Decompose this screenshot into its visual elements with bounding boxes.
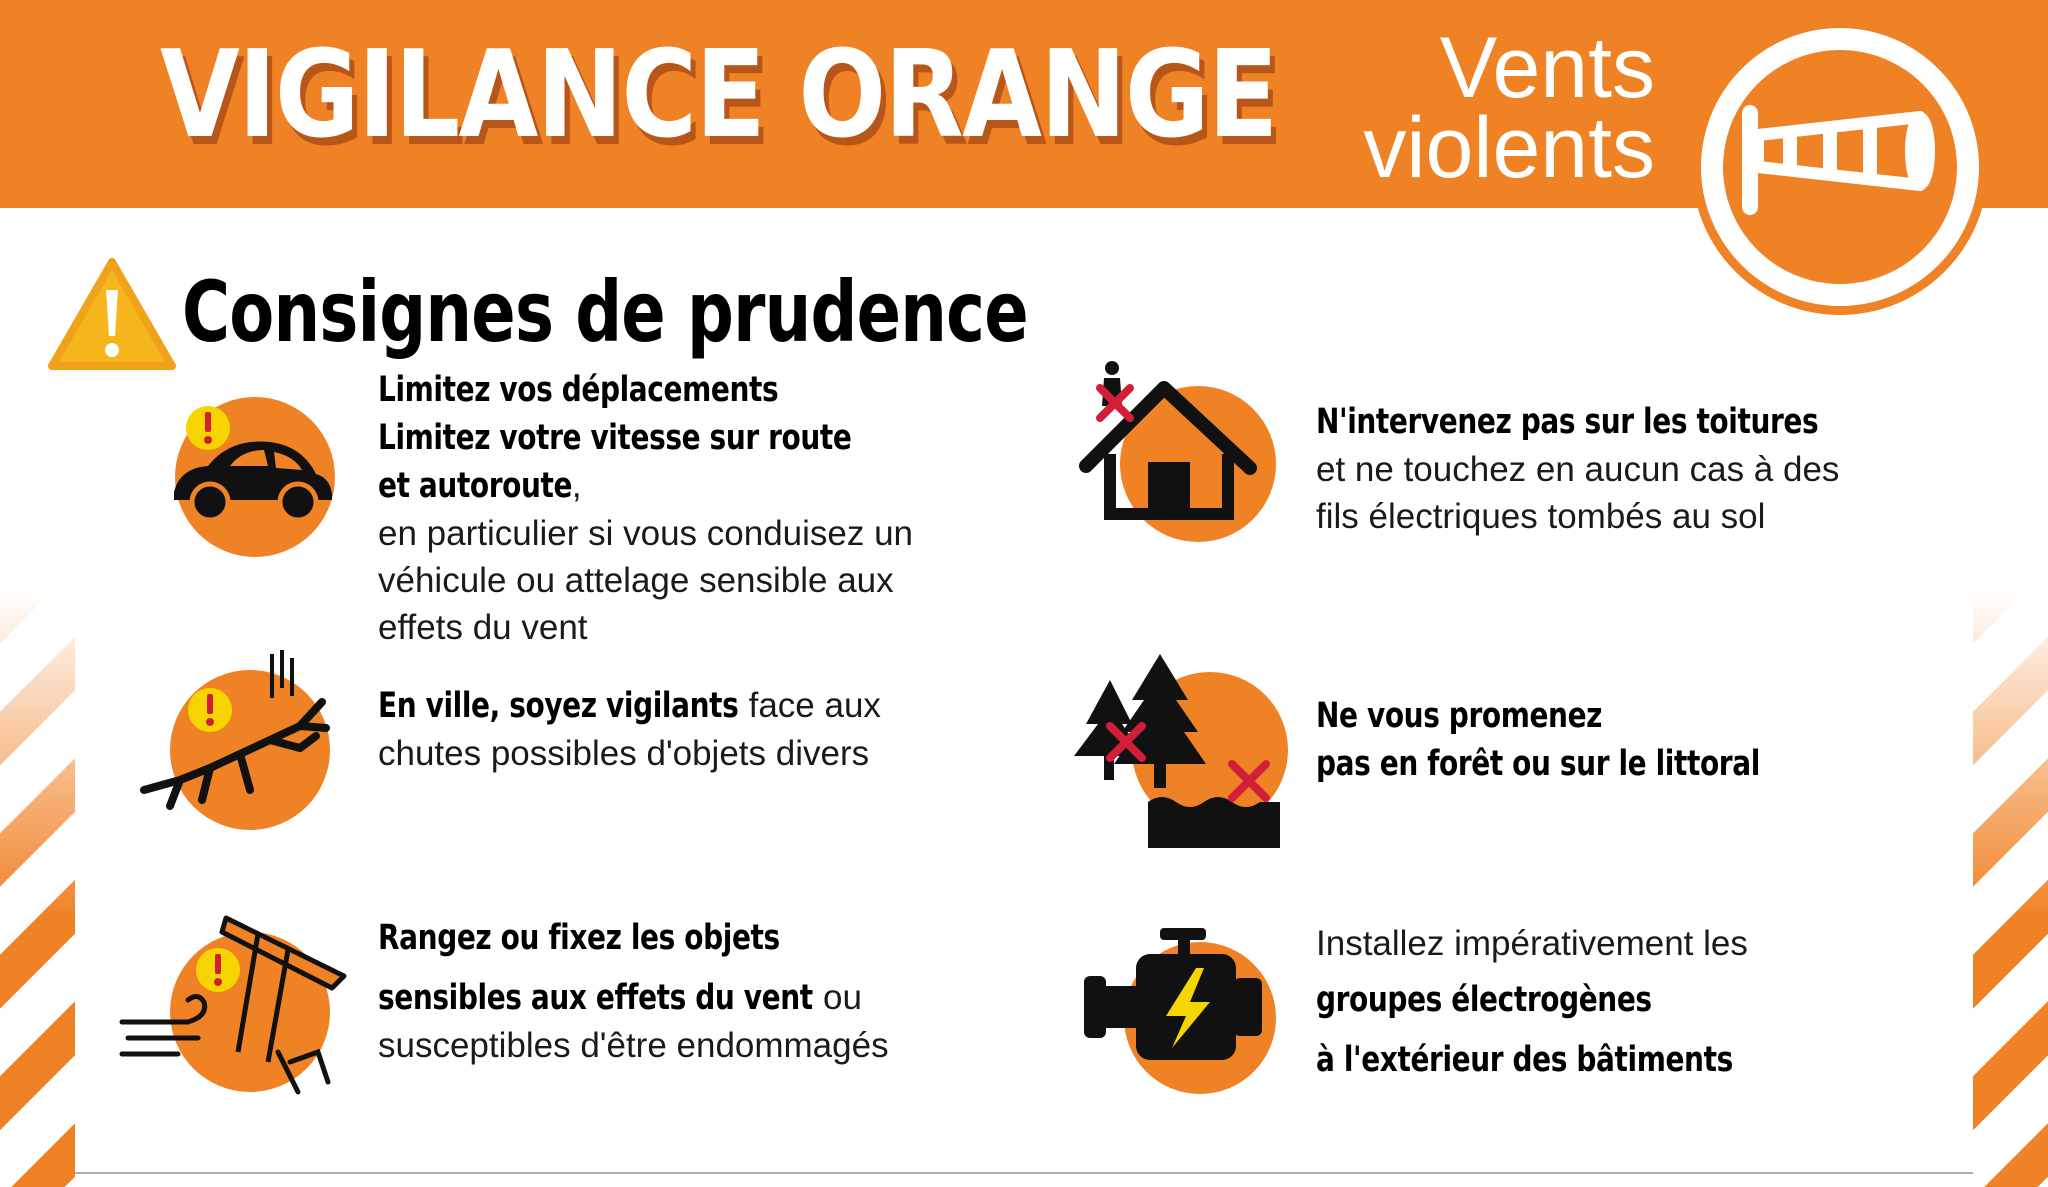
left-stripes — [0, 590, 75, 1187]
driving-comma: , — [571, 466, 582, 505]
forest-coast-icon — [1070, 652, 1288, 854]
subtitle-line1: Vents — [1439, 20, 1655, 116]
objects-text-inline: ou — [813, 978, 862, 1017]
subtitle-line2: violents — [1363, 100, 1655, 196]
generator-icon — [1080, 924, 1280, 1096]
item-city — [378, 682, 881, 777]
car-icon — [160, 382, 350, 572]
item-driving — [378, 366, 970, 651]
falling-branch-icon — [140, 650, 350, 840]
driving-bold-1: Limitez vos déplacements — [378, 370, 779, 410]
driving-text-2: véhicule ou attelage sensible aux — [378, 561, 894, 600]
objects-text-2: susceptibles d'être endommagés — [378, 1026, 889, 1065]
objects-bold-1: Rangez ou fixez les objets — [378, 918, 780, 958]
city-text-inline: face aux — [738, 686, 881, 725]
right-stripes — [1973, 590, 2048, 1187]
city-text-2: chutes possibles d'objets divers — [378, 734, 870, 773]
city-bold: En ville, soyez vigilants — [378, 686, 739, 726]
bottom-divider — [75, 1172, 1973, 1174]
roofs-text-2: fils électriques tombés au sol — [1316, 497, 1766, 536]
driving-text-1: en particulier si vous conduisez un — [378, 514, 914, 553]
windsock-icon — [1670, 17, 2010, 317]
driving-bold-2: Limitez votre vitesse sur route — [378, 418, 852, 458]
warning-triangle-icon — [48, 256, 176, 374]
blowing-objects-icon — [118, 912, 350, 1102]
driving-bold-3: et autoroute — [378, 466, 573, 506]
forest-bold-2: pas en forêt ou sur le littoral — [1316, 744, 1760, 784]
driving-text-3: effets du vent — [378, 608, 588, 647]
generators-bold-2: à l'extérieur des bâtiments — [1316, 1040, 1733, 1080]
section-heading: Consignes de prudence — [182, 263, 1028, 361]
roofs-text-1: et ne touchez en aucun cas à des — [1316, 450, 1840, 489]
objects-bold-2: sensibles aux effets du vent — [378, 978, 813, 1018]
house-roof-icon — [1078, 358, 1278, 548]
main-title: VIGILANCE ORANGE — [160, 26, 1277, 165]
forest-bold-1: Ne vous promenez — [1316, 696, 1603, 736]
item-generators — [1316, 920, 1837, 1084]
generators-text-1: Installez impérativement les — [1316, 924, 1748, 963]
generators-bold-1: groupes électrogènes — [1316, 980, 1652, 1020]
item-forest — [1316, 692, 1871, 788]
item-objects — [378, 914, 921, 1069]
hazard-subtitle — [1363, 20, 1655, 196]
item-roofs — [1316, 398, 1944, 540]
roofs-bold: N'intervenez pas sur les toitures — [1316, 402, 1819, 442]
